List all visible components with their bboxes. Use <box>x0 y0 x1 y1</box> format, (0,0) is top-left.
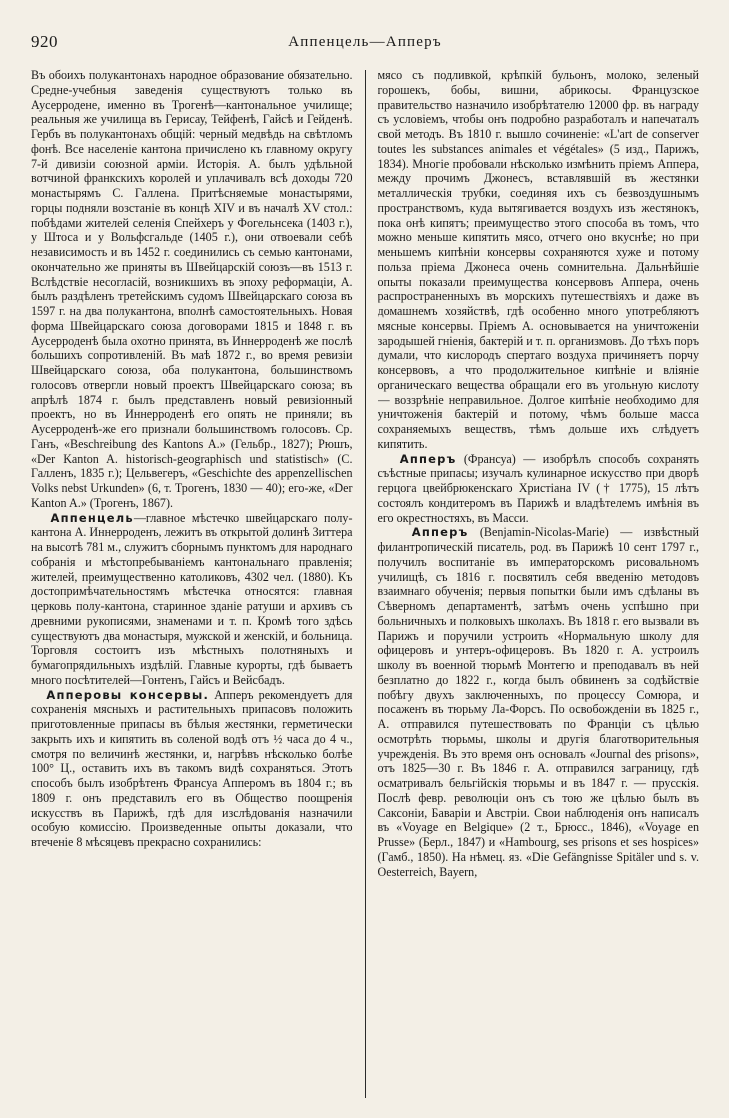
article-text: Въ обоихъ полукантонахъ народное образование обязательно. Средне-учебныя заведенія существуютъ только въ Аусерродене, именно въ Трогенѣ—кантональное училище; реальныя же училища въ Герисау, Тейфенѣ, Гайсѣ и Гейденѣ. Гербъ въ полукантонахъ общій: черный медвѣдь на свѣтломъ фонѣ. Все населеніе кантона причислено къ главному округу 7-й дивизіи союзной арміи. Исторія. А. былъ удѣльной вотчиной франкскихъ королей и уплачивалъ всѣ доходы 720 монастырямъ С. Галлена. Притѣсняемые монастырями, горцы подняли возстаніе въ концѣ XIV и въ началѣ XV стол.: побѣдами жителей селенія Спейхеръ у Фогельнсека (1403 г.), у Штоса и у Вольфсгальде (1405 г.), они отвоевали себѣ независимость и въ 1452 г. соединились съ семью кантонами, окончательно же приняты въ Швейцарскій союзъ—въ 1513 г. Вслѣдствіе несогласій, возникшихъ въ эпоху реформаціи, А. былъ раздѣленъ третейскимъ судомъ Швейцарскаго союза въ 1597 г. на два полукантона, вполнѣ самостоятельныхъ. Новая форма Швейцарскаго союза договорами 1815 и 1848 г. въ Аусерроденѣ была охотно принята, въ Иннерроденѣ же послѣ большихъ сопротивленій. Въ маѣ 1872 г., во время ревизіи Швейцарскаго союза, оба полукантона, большинствомъ голосовъ отвергли новый проектъ Швейцарскаго союза; въ апрѣлѣ 1874 г. былъ представленъ новый ревизіонный проектъ, но въ Иннерроденѣ его опять не приняли; въ Аусерроденѣ-же его признали большинствомъ голосовъ. Ср. Ганъ, «Beschreibung des Kantons A.» (Гельбр., 1827); Рюшъ, «Der Kanton A. historisch-geographisch und statistisch» (С. Галленъ, 1835 г.); Цельвегеръ, «Geschichte des appenzellischen Volks nebst Urkunden» (6, т. Трогенъ, 1830 — 40); его-же, «Der Kanton A.» (Трогенъ, 1867). <box>31 68 353 510</box>
article-headword: Апперъ <box>411 525 469 540</box>
running-head: Аппенцель—Апперъ <box>288 34 442 50</box>
article-text: —главное мѣстечко швейцарскаго полу-кантона А. Иннерроденъ, лежитъ въ открытой долинѣ Зиттера на высотѣ 781 м., служитъ сборнымъ пунктомъ для народнаго собранія и мѣстопребываніемъ кантональнаго правленія; жителей, преимущественно католиковъ, 4302 чел. (1880). Къ достопримѣчательностямъ мѣстечка относятся: главная церковь полу-кантона, старинное зданіе ратуши и архивъ съ древними рукописями, знаменами и т. п. Кромѣ того здѣсь существуютъ два монастыря, мужской и женскій, и больница. Торговля состоитъ изъ мѣстныхъ полотняныхъ и бумагопрядильныхъ издѣлій. Главные курорты, гдѣ бываетъ много посѣтителей—Гонтенъ, Гайсъ и Вейсбадъ. <box>31 510 353 687</box>
article-headword: Аппенцель <box>50 510 134 525</box>
column-right <box>378 68 700 1108</box>
article-paragraph <box>378 452 700 526</box>
article-paragraph <box>31 511 353 688</box>
article-paragraph <box>31 68 353 511</box>
article-paragraph <box>31 688 353 850</box>
text-columns <box>31 68 699 1108</box>
column-left <box>31 68 353 1108</box>
article-text: Апперъ рекомендуетъ для сохраненія мясныхъ и растительныхъ припасовъ положить приготовленные припасы въ бѣлыя жестянки, герметически закрыть ихъ и кипятить въ соленой водѣ отъ ½ часа до 4 ч., смотря по величинѣ жестянки, и, нагрѣвъ нѣсколько болѣе 100° Ц., оставить ихъ въ такомъ видѣ сохраняться. Этотъ способъ былъ изобрѣтенъ Франсуа Апперомъ въ 1804 г.; въ 1809 г. онъ представилъ его въ Общество поощренія искусствъ въ Парижѣ, гдѣ для изслѣдованія назначили особую комиссію. Произведенные опыты доказали, что втеченіе 8 мѣсяцевъ прекрасно сохранились: <box>31 687 353 849</box>
article-headword: Апперъ <box>399 451 457 466</box>
article-text: (Франсуа) — изобрѣлъ способъ сохранять съѣстные припасы; изучалъ кулинарное искусство при дворѣ герцога цвейбрюкенскаго Христіана IV († 1775), 15 лѣтъ состоялъ кондитеромъ въ Парижѣ и владѣтелемъ имѣнія въ его окрестностяхъ, въ Масси. <box>377 451 699 525</box>
article-paragraph <box>378 68 700 452</box>
page-number: 920 <box>31 32 58 51</box>
article-text: (Benjamin-Nicolas-Marie) — извѣстный филантропическій писатель, род. въ Парижѣ 10 сент 1797 г., получилъ воспитаніе въ императорскомъ рисовальномъ училищѣ, съ 1816 г. посвятилъ себя введенію методовъ взаимнаго обученія; первыя попытки были имъ сдѣланы въ Сѣверномъ департаментѣ, затѣмъ очень успѣшно при больничныхъ и полковыхъ школахъ. Въ 1818 г. его вызвали въ Парижъ и поручили устроить «Нормальную школу для офицеровъ и унтеръ-офицеровъ. Въ 1820 г. А. устроилъ школу въ военной тюрьмѣ Монтегю и преподавалъ въ ней безплатно до 1822 г., когда былъ обвиненъ за содѣйствіе побѣгу двухъ заключенныхъ, по процессу Сомюра, и посаженъ въ тюрьму Ла-Форсъ. По освобожденіи въ 1825 г., А. отправился путешествовать по Франціи съ цѣлью осмотрѣть тюрьмы, школы и другія благотворительныя учрежденія. Въ это время онъ основалъ «Journal des prisons», отъ 1825—30 г. Въ 1846 г. А. отправился заграницу, гдѣ осматривалъ бельгійскія тюрьмы и въ 1847 г. — прусскія. Послѣ февр. революціи онъ съ тою же цѣлью былъ въ Саксоніи, Баваріи и Австріи. Свои наблюденія онъ написалъ въ «Voyage en Belgique» (2 т., Брюсс., 1846), «Voyage en Prusse» (Берл., 1847) и «Hambourg, ses prisons et ses hospices» (Гамб., 1850). На нѣмец. яз. «Die Gefängnisse Spitäler und s. v. Oesterreich, Bayern, <box>377 525 699 879</box>
article-headword: Апперовы консервы. <box>46 687 210 702</box>
page-header <box>31 32 699 68</box>
column-divider <box>365 70 366 1098</box>
article-text: мясо съ подливкой, крѣпкій бульонъ, молоко, зеленый горошекъ, бобы, вишни, абрикосы. Французское правительство назначило изобрѣтателю 12000 фр. въ награду съ условіемъ, чтобы онъ подробно разработалъ и напечаталъ свой методъ. Въ 1810 г. вышло сочиненіе: «L'art de conserver toutes les substances animales et végétales» (5 изд., Парижъ, 1834). Многіе пробовали нѣсколько измѣнить пріемъ Аппера, между прочимъ Джонесъ, вставлявшій въ жестянки металлическія трубки, соединяя ихъ съ безвоздушнымъ пространствомъ, куда вытягивается воздухъ изъ жестянокъ, пока онѣ кипятъ; преимущество этого способа въ томъ, что можно меньше кипятить мясо, отчего оно вкуснѣе; но при меньшемъ кипѣніи консервы сохраняются хуже и потому польза пріема Джонеса очень сомнительна. Дальнѣйшіе опыты показали преимущества консервовъ Аппера, очень распространенныхъ въ морскихъ путешествіяхъ и даже въ домашнемъ хозяйствѣ, гдѣ особенно много употребляютъ мясные консервы. Пріемъ А. основывается на уничтоженіи зародышей гніенія, бактерій и т. п. организмовъ. До тѣхъ поръ думали, что кислородъ спертаго воздуха причиняетъ порчу консервовъ, а что продолжительное кипѣніе и вліяніе органическаго вещества обращали его въ угольную кислоту — воззрѣніе неправильное. Долгое кипѣніе необходимо для уничтоженія бактерій и потому, чѣмъ больше масса сохраняемыхъ веществъ, тѣмъ дольше ихъ слѣдуетъ кипятить. <box>377 68 699 451</box>
article-paragraph <box>378 525 700 879</box>
